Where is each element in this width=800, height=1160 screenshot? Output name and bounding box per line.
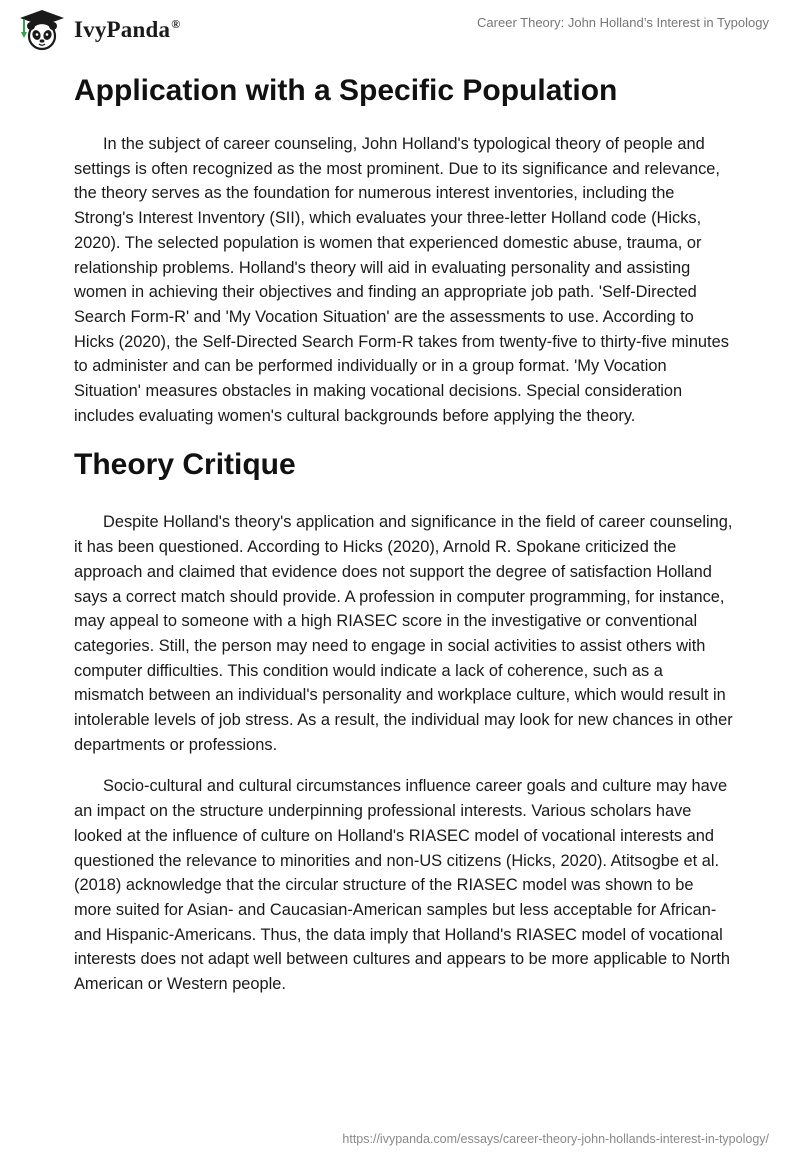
document-title: Career Theory: John Holland’s Interest in Typology bbox=[477, 15, 769, 30]
paragraph: In the subject of career counseling, John Holland's typological theory of people and settings is often recognized as the most prominent. Due to its significance and relevance, the theory serves as the foundation for numerous interest inventories, including the Strong's Interest Inventory (SII), which evaluates your three-letter Holland code (Hicks, 2020). The selected population is women that experienced domestic abuse, trauma, or relationship problems. Holland's theory will aid in evaluating personality and assisting women in achieving their objectives and finding an appropriate job path. 'Self-Directed Search Form-R' and 'My Vocation Situation' are the assessments to use. According to Hicks (2020), the Self-Directed Search Form-R takes from twenty-five to thirty-five minutes to administer and can be performed individually or in a group format. 'My Vocation Situation' measures obstacles in making vocational decisions. Special consideration includes evaluating women's cultural backgrounds before applying the theory. bbox=[74, 135, 729, 425]
ivypanda-logo[interactable] bbox=[14, 8, 180, 52]
source-url[interactable]: https://ivypanda.com/essays/career-theory-john-hollands-interest-in-typology/ bbox=[342, 1132, 769, 1146]
section-heading-application: Application with a Specific Population bbox=[74, 74, 618, 107]
logo-wordmark: IvyPanda® bbox=[74, 17, 181, 42]
article-body bbox=[74, 70, 734, 997]
section-heading-critique: Theory Critique bbox=[74, 448, 296, 482]
page-header bbox=[0, 0, 800, 60]
panda-graduation-cap-icon bbox=[14, 8, 70, 52]
paragraph: Socio-cultural and cultural circumstances influence career goals and culture may have an impact on the structure underpinning professional interests. Various scholars have looked at the influence of culture on Holland's RIASEC model of vocational interests and questioned the relevance to minorities and non-US citizens (Hicks, 2020). Atitsogbe et al. (2018) acknowledge that the circular structure of the RIASEC model was shown to be more suited for Asian- and Caucasian-American samples but less acceptable for African- and Hispanic-Americans. Thus, the data imply that Holland's RIASEC model of vocational interests does not adapt well between cultures and appears to be more applicable to North American or Western people. bbox=[74, 777, 731, 994]
paragraph: Despite Holland's theory's application and significance in the field of career counseling, it has been questioned. According to Hicks (2020), Arnold R. Spokane criticized the approach and claimed that evidence does not support the degree of satisfaction Holland says a correct match should provide. A profession in computer programming, for instance, may appeal to someone with a high RIASEC score in the investigative or conventional categories. Still, the person may need to engage in social activities to assist others with computer difficulties. This condition would indicate a lack of coherence, such as a mismatch between an individual's personality and workplace culture, which would result in intolerable levels of job stress. As a result, the individual may look for new chances in other departments or professions. bbox=[74, 513, 733, 754]
